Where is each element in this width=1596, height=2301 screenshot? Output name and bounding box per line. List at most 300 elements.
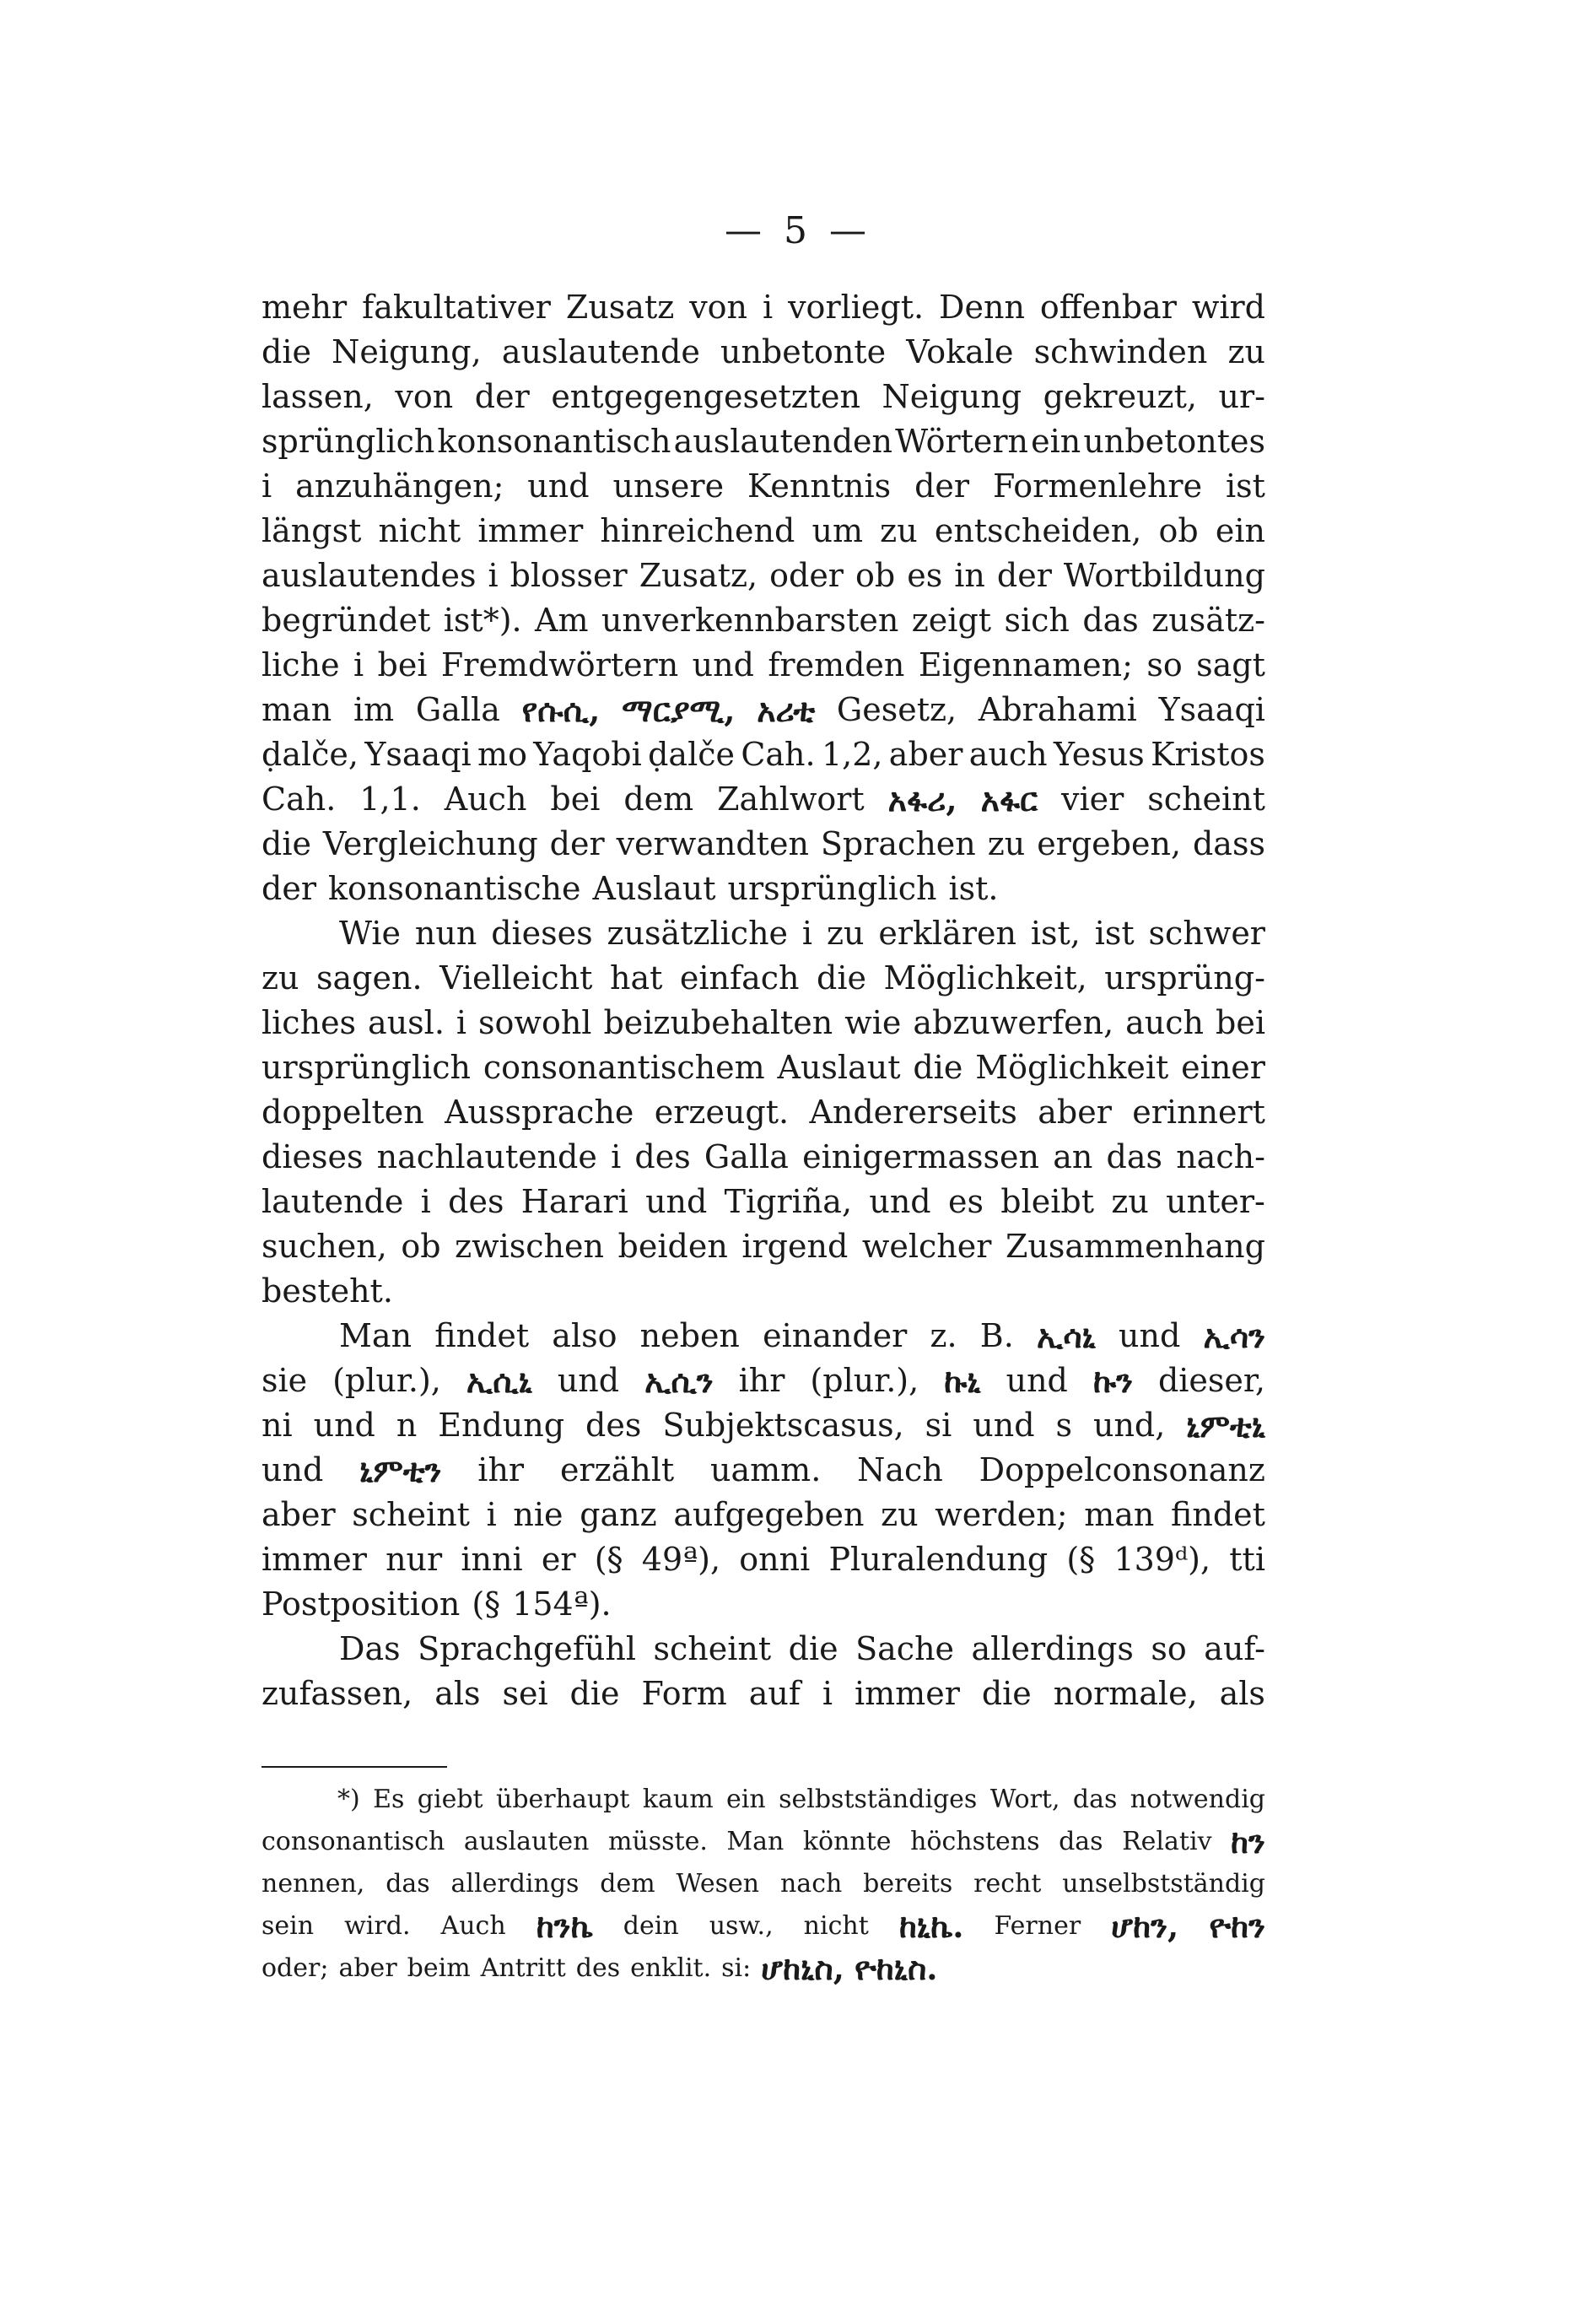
word: fremden [768,646,905,683]
word: ist. [948,870,999,907]
word: sei [502,1675,548,1712]
word: das [1106,1138,1162,1175]
text-line [262,464,1265,509]
word: der [996,557,1052,594]
word: beim [407,1953,471,1983]
word: Wesen [676,1869,760,1899]
word: und [692,646,754,683]
word: (plur.), [332,1362,441,1399]
word: und [973,1407,1035,1444]
word: liches [262,1004,357,1041]
word: auslautende [501,333,700,370]
word: wird. [344,1911,411,1941]
word: vorliegt. [788,289,925,326]
word: man [1084,1496,1155,1533]
word: Doppelconsonanz [979,1451,1265,1488]
word: aber [888,736,963,773]
word: Wortbildung [1063,557,1265,594]
word: sie [262,1362,308,1399]
word: und [527,467,590,505]
word: ኩን [1092,1362,1133,1400]
word: unselbstständig [1062,1869,1265,1899]
word: es [907,557,943,594]
word: von [689,289,748,326]
text-line [262,375,1265,419]
word: zeigt [911,602,992,639]
word: Denn [939,289,1025,326]
word: ከኒኬ. [898,1907,964,1945]
word: wird [1191,289,1265,326]
word: i [353,646,364,683]
word: Eigennamen; [918,646,1133,683]
footnote-line [262,1863,1265,1905]
word: ist, [1030,915,1081,952]
word: ob [855,557,896,594]
footnote-line [262,1821,1265,1863]
body-text [262,285,1265,1716]
word: erzählt [559,1451,675,1488]
word: Ferner [994,1911,1081,1941]
word: sowohl [478,1004,592,1041]
word: ist [1226,467,1265,505]
word: si: [721,1953,752,1983]
text-line [262,598,1265,643]
word: ከን [1231,1823,1265,1861]
word: schwinden [1033,333,1208,370]
word: giebt [417,1785,483,1814]
word: anzuhängen; [295,467,504,505]
word: erinnert [1132,1094,1265,1131]
word: zusätzliche [607,915,789,952]
word: nicht [803,1911,869,1941]
word: entgegengesetzten [551,378,860,415]
word: consonantischem [483,1049,765,1086]
word: Es [373,1785,405,1814]
word: scheint [653,1630,772,1667]
word: nur [386,1541,443,1578]
word: werden; [935,1496,1068,1533]
word: das [1072,1785,1118,1814]
word: aber [338,1953,397,1983]
word: die [913,1049,963,1086]
word: scheint [1147,781,1265,818]
word: ከንኬ [536,1907,593,1945]
word: auslauten [463,1827,590,1856]
word: Am [535,602,589,639]
word: hinreichend [600,512,795,549]
word: Abrahami [978,691,1137,728]
word: Wie [339,915,402,952]
word: notwendig [1130,1785,1265,1814]
word: dem [600,1869,655,1899]
word: nie [513,1496,563,1533]
word: immer [262,1541,367,1578]
word: offenbar [1039,289,1177,326]
word: Relativ [1122,1827,1212,1856]
footnote-line [262,1947,1265,1990]
text-line [262,1358,1265,1403]
word: auf- [1204,1630,1265,1667]
word: im [353,691,395,728]
text-line [262,732,1265,777]
word: Man [339,1317,412,1354]
word: die [262,825,311,862]
word: unbetontes [1083,423,1265,460]
word: ein [726,1785,766,1814]
word: consonantisch [262,1827,445,1856]
word: immer [855,1675,960,1712]
word: blosser [510,557,628,594]
text-line [262,1314,1265,1358]
word: i [456,1004,467,1041]
word: ob [401,1228,441,1265]
word: i [801,915,813,952]
word: 139ᵈ), [1113,1541,1211,1578]
word: z. [930,1317,957,1354]
word: lassen, [262,378,374,415]
word: unter- [1166,1183,1265,1220]
word: አፋሪ, [887,781,957,818]
word: inni [461,1541,523,1578]
word: usw., [709,1911,774,1941]
word: Antritt [480,1953,566,1983]
word: und [557,1362,620,1399]
word: kaum [642,1785,714,1814]
word: ursprüng- [1104,959,1265,997]
word: das [386,1869,430,1899]
word: 1,1. [359,781,421,818]
word: Zahlwort [717,781,865,818]
word: i [420,1183,431,1220]
word: አፋር [980,781,1038,818]
word: B. [979,1317,1014,1354]
word: findet [1171,1496,1265,1533]
word: beizubehalten [603,1004,833,1041]
word: begründet [262,602,431,639]
word: Cah. [741,736,816,773]
word: Andererseits [809,1094,1017,1131]
word: schwer [1148,915,1265,952]
word: ist [1094,915,1135,952]
word: beiden [617,1228,728,1265]
word: ማርያሚ, [622,691,736,729]
word: scheint [352,1496,470,1533]
text-line [262,1672,1265,1716]
word: die [817,959,866,997]
text-line [262,1090,1265,1135]
word: erklären [878,915,1016,952]
word: der [474,378,530,415]
text-line [262,1001,1265,1045]
word: (§ [594,1541,623,1578]
word: (§ [472,1585,501,1623]
word: (plur.), [810,1362,919,1399]
word: nennen, [262,1869,365,1899]
word: aufgegeben [673,1496,865,1533]
word: Möglichkeit, [883,959,1087,997]
word: ḍalče [648,736,735,773]
word: Neigung [882,378,1022,415]
word: bleibt [1000,1183,1095,1220]
word: entscheiden, [934,512,1142,549]
word: aber [262,1496,336,1533]
word: ሆከን, [1111,1907,1179,1945]
word: verwandten [616,825,809,862]
text-line [262,1269,1265,1314]
text-line [262,330,1265,375]
word: ein [1031,423,1081,460]
word: nun [414,915,477,952]
word: es [947,1183,984,1220]
word: suchen, [262,1228,387,1265]
word: Auch [444,781,527,818]
word: Galla [704,1138,789,1175]
word: auf [748,1675,801,1712]
word: der [262,870,316,907]
word: *) [337,1785,360,1814]
word: einfach [679,959,800,997]
word: lautende [262,1183,404,1220]
word: immer [477,512,584,549]
word: ኢሳኒ [1036,1317,1096,1355]
word: konsonantische [327,870,581,907]
word: der [914,467,970,505]
word: besteht. [262,1272,393,1310]
word: das [1059,1827,1103,1856]
text-line [262,956,1265,1001]
text-line [262,822,1265,867]
text-line [262,688,1265,732]
word: vier [1061,781,1124,818]
word: einer [1181,1049,1265,1086]
word: zufassen, [262,1675,413,1712]
word: zu [262,959,299,997]
word: aber [1038,1094,1112,1131]
text-line [262,1403,1265,1448]
word: auch [1125,1004,1205,1041]
word: nicht [378,512,461,549]
word: abzuwerfen, [913,1004,1114,1041]
word: hat [609,959,663,997]
word: zu [880,512,918,549]
word: Man [726,1827,785,1856]
word: bereits [863,1869,953,1899]
word: Auslaut [592,870,716,907]
word: si [925,1407,952,1444]
word: das [1082,602,1139,639]
word: Kenntnis [747,467,892,505]
word: des [448,1183,504,1220]
word: Subjektscasus, [662,1407,904,1444]
word: von [395,378,454,415]
word: i [762,289,774,326]
word: sagen. [316,959,423,997]
word: Wort, [989,1785,1060,1814]
word: i [611,1138,622,1175]
word: n [396,1407,418,1444]
word: Ysaaqi [1158,691,1265,728]
word: und [1006,1362,1068,1399]
word: höchstens [910,1827,1040,1856]
word: Auch [440,1911,506,1941]
word: bei [550,781,601,818]
word: zu [1227,333,1265,370]
word: des [575,1953,621,1983]
word: onni [739,1541,811,1578]
text-line [262,1448,1265,1493]
word: die [981,1675,1032,1712]
word: sagt [1196,646,1265,683]
word: Vokale [906,333,1014,370]
footnote-line [262,1905,1265,1947]
word: Harari [520,1183,628,1220]
word: ursprünglich [727,870,937,907]
word: Tigriña, [724,1183,853,1220]
word: die [788,1630,838,1667]
word: bei [377,646,428,683]
word: Gesetz, [836,691,957,728]
word: 154ª). [512,1585,612,1623]
word: Aussprache [445,1094,634,1131]
word: zu [987,825,1026,862]
word: er [541,1541,576,1578]
word: Yaqobi [533,736,642,773]
text-line [262,777,1265,822]
word: dieses [262,1138,364,1175]
word: man [262,691,332,728]
word: uamm. [710,1451,822,1488]
word: ihr [477,1451,525,1488]
word: längst [262,512,362,549]
word: also [552,1317,617,1354]
page-number: — 5 — [725,209,871,252]
word: zu [826,915,865,952]
word: und [262,1451,324,1488]
word: unverkennbarsten [601,602,899,639]
word: Formenlehre [992,467,1203,505]
word: an [1053,1138,1093,1175]
word: erzeugt. [654,1094,790,1131]
word: 49ª), [641,1541,721,1578]
word: Möglichkeit [975,1049,1169,1086]
word: ኢሳን [1203,1317,1265,1355]
word: sich [1004,602,1070,639]
word: ihr [738,1362,785,1399]
text-line [262,911,1265,956]
word: dass [1192,825,1265,862]
word: tti [1229,1541,1265,1578]
text-line [262,643,1265,688]
word: dieses [491,915,593,952]
text-line [262,867,1265,911]
word: Postposition [262,1585,461,1623]
word: (§ [1066,1541,1096,1578]
word: und [869,1183,931,1220]
word: der [549,825,605,862]
word: die [569,1675,620,1712]
footnote [262,1779,1265,1990]
word: mo [477,736,527,773]
word: normale, [1053,1675,1198,1712]
word: nach [779,1869,843,1899]
word: Auslaut [777,1049,901,1086]
word: auslautendes [262,557,477,594]
text-line [262,1224,1265,1269]
word: Yesus [1053,736,1145,773]
word: so [1146,646,1183,683]
word: allerdings [971,1630,1134,1667]
word: i [822,1675,833,1712]
word: bei [1216,1004,1265,1041]
text-line [262,1180,1265,1224]
word: Fremdwörtern [440,646,679,683]
word: Vergleichung [322,825,538,862]
word: Pluralendung [828,1541,1049,1578]
word: ni [262,1407,293,1444]
word: müsste. [607,1827,708,1856]
word: könnte [802,1827,892,1856]
text-line [262,1582,1265,1627]
word: um [811,512,864,549]
word: Zusammenhang [1005,1228,1265,1265]
word: oder [769,557,844,594]
word: Das [339,1630,401,1667]
word: ob [1158,512,1199,549]
word: ḍalče, [262,736,359,773]
word: dieser, [1157,1362,1265,1399]
word: als [434,1675,481,1712]
word: የሱሲ, [521,691,601,729]
word: und, [1092,1407,1166,1444]
word: ኢሲኒ [466,1362,532,1400]
word: ausl. [368,1004,445,1041]
word: ur- [1218,378,1265,415]
word: ergeben, [1037,825,1182,862]
word: neben [639,1317,740,1354]
word: einigermassen [802,1138,1039,1175]
word: überhaupt [496,1785,630,1814]
word: Zusatz, [639,557,758,594]
word: Galla [415,691,500,728]
word: ዮከን [1209,1907,1265,1945]
text-line [262,1493,1265,1537]
word: sprünglich [262,423,435,460]
word: welcher [861,1228,992,1265]
word: des [634,1138,691,1175]
word: konsonantisch [437,423,671,460]
word: gekreuzt, [1043,378,1197,415]
word: oder; [262,1953,329,1983]
text-line [262,285,1265,330]
word: unsere [612,467,725,505]
word: unbetonte [720,333,887,370]
word: ኢሲን [644,1362,714,1400]
word: ኩኒ [944,1362,981,1400]
word: in [954,557,985,594]
word: Form [641,1675,727,1712]
word: recht [973,1869,1042,1899]
word: Neigung, [332,333,482,370]
word: zusätz- [1151,602,1265,639]
word: Wörtern [895,423,1029,460]
text-line [262,554,1265,598]
word: Sprachen [820,825,976,862]
word: ኒምቲኒ [1186,1407,1265,1445]
word: s [1055,1407,1073,1444]
word: i [488,557,499,594]
word: auch [968,736,1048,773]
word: enklit. [630,1953,712,1983]
